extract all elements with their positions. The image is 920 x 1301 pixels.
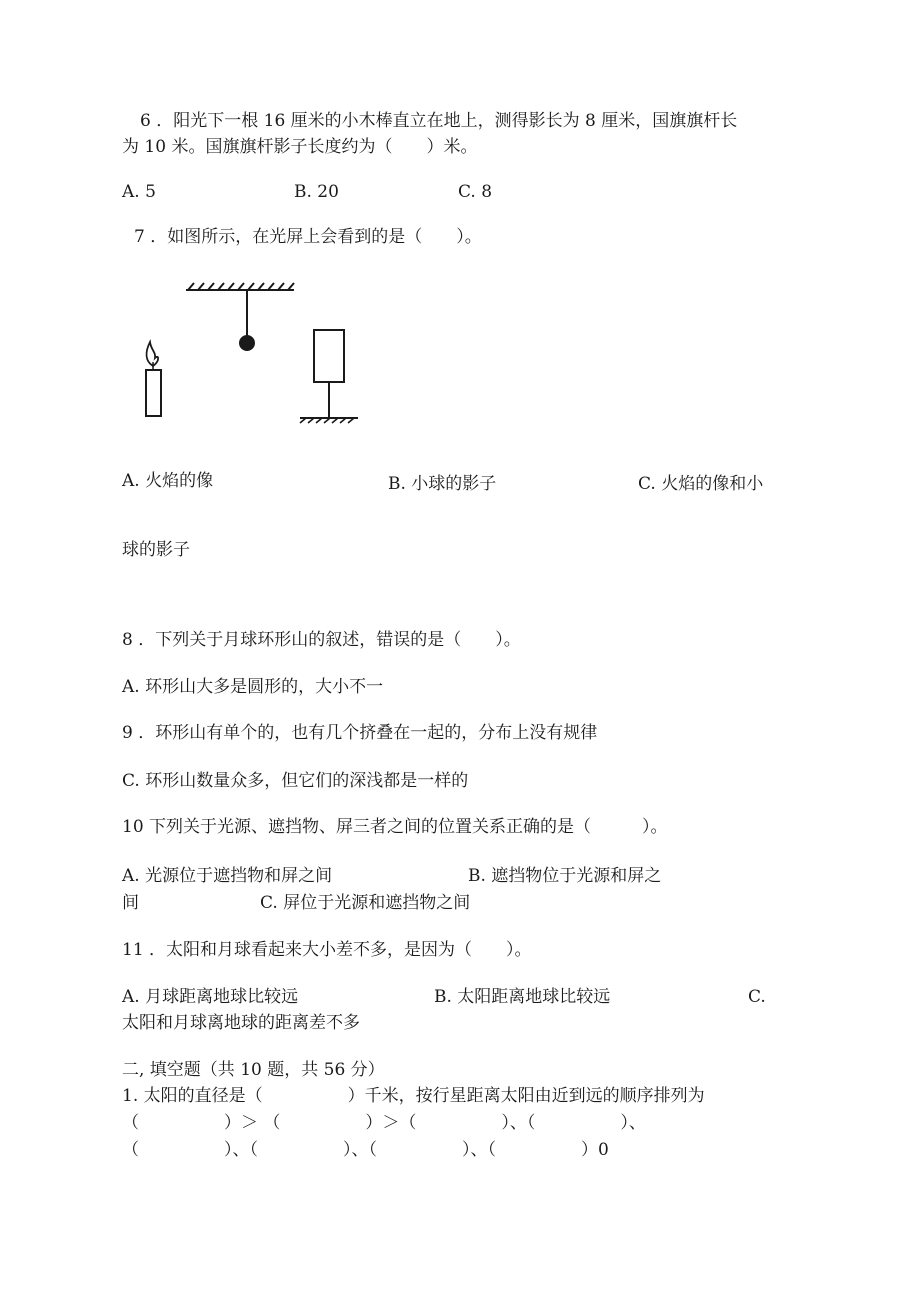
q8-option-c: C. 环形山数量众多，但它们的深浅都是一样的 [122,771,469,791]
fill-q1-line3: （ ）、（ ）、（ ）、（ ）0 [122,1140,609,1160]
ceiling-hatch [186,283,294,290]
ball [239,335,255,351]
q7-stem: 7 ．如图所示，在光屏上会看到的是（ ）。 [134,227,482,247]
fill-q1-line2: （ ）＞ （ ）＞（ ）、（ ）、 [122,1113,646,1133]
q7-option-a: A. 火焰的像 [122,471,214,491]
q6-line2: 为 10 米。国旗旗杆影子长度约为（ ）米。 [122,137,478,157]
q10-option-c: C. 屏位于光源和遮挡物之间 [260,893,471,913]
q6-option-c: C. 8 [458,182,493,202]
q6-option-a: A. 5 [122,182,156,202]
q10-option-a: A. 光源位于遮挡物和屏之间 [122,866,333,886]
q11-option-c-line2: 太阳和月球离地球的距离差不多 [122,1013,360,1033]
q11-stem: 11 ．太阳和月球看起来大小差不多，是因为（ ）。 [122,940,532,960]
q7-option-c-line2: 球的影子 [122,540,190,560]
section2-heading: 二, 填空题（共 10 题，共 56 分） [122,1060,385,1080]
q8-stem: 8 ．下列关于月球环形山的叙述，错误的是（ ）。 [122,630,521,650]
fill-q1-line1: 1. 太阳的直径是（ ）千米，按行星距离太阳由近到远的顺序排列为 [122,1086,705,1106]
q6-option-b: B. 20 [294,182,339,202]
q7-option-c-line1: C. 火焰的像和小 [638,474,764,494]
q7-figure [128,270,368,430]
q8-option-b: 9 ．环形山有单个的，也有几个挤叠在一起的，分布上没有规律 [122,723,598,743]
q10-option-b-line2: 间 [122,893,139,913]
q8-option-a: A. 环形山大多是圆形的，大小不一 [122,677,384,697]
candle [146,342,161,416]
q7-option-b: B. 小球的影子 [388,474,497,494]
q10-option-b-line1: B. 遮挡物位于光源和屏之 [468,866,662,886]
light-screen [300,330,358,418]
q11-option-a: A. 月球距离地球比较远 [122,987,299,1007]
q11-option-b: B. 太阳距离地球比较远 [434,987,611,1007]
q10-stem: 10 下列关于光源、遮挡物、屏三者之间的位置关系正确的是（ ）。 [122,817,668,837]
q11-option-c-line1: C. [748,987,766,1007]
q6-line1: 6 ．阳光下一根 16 厘米的小木棒直立在地上，测得影长为 8 厘米，国旗旗杆长 [140,111,738,131]
